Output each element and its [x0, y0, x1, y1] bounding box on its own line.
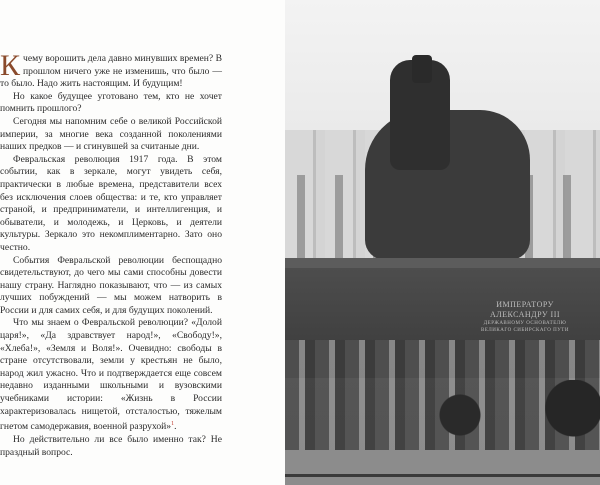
paragraph-1: К чему ворошить дела давно минувших времен? В прошлом ничего уже не изменишь, что было — то было. Надо жить настоящим. И будущим!: [0, 49, 222, 90]
paragraph-6: Что мы знаем о Февральской революции? «Долой царя!», «Да здравствует народ!», «Свободу!», «Хлеба!», «Земля и Воля!». Очевидно: свободы в стране отсутствовали, земли у крестьян не было, народ жил ужасно. Что и подтверждается еще совсем недавно изданными школьными и вузовскими учебниками истории: «Жизнь в России характеризовалась нищетой, отсталостью, тяжелым гнетом самодержавия, военной разрухой»$^1$.: [0, 317, 222, 433]
monument-photo: [285, 0, 600, 485]
statue-head: [412, 55, 432, 83]
ground: [285, 450, 600, 485]
paragraph-2: Но какое будущее уготовано тем, кто не хочет помнить прошлого?: [0, 90, 222, 115]
wreaths: [425, 380, 600, 450]
paragraph-5: События Февральской революции беспощадно свидетельствуют, до чего мы сами способны довести нашу страну. Наглядно показывают, что — из самых лучших побуждений — мы можем натворить в России и для самих себя, и для будущих поколений.: [0, 254, 222, 316]
drop-cap: К: [0, 49, 21, 82]
text-page: [0, 0, 285, 485]
paragraph-4: Февральская революция 1917 года. В этом событии, как в зеркале, могут увидеть себя, практически в любые времена, представители всех без исключения слоев общества: и те, кто управляет страной, и предприниматели, и интеллигенция, и обыватели, и молодежь, и Церковь, и деятели культуры. Зеркало это некомплиментарно. Зато оно честно.: [0, 153, 222, 253]
pedestal-inscription: ИМПЕРАТОРУ АЛЕКСАНДРУ III ДЕРЖАВНОМУ ОСНОВАТЕЛЮ ВЕЛИКАГО СИБИРСКАГО ПУТИ: [481, 300, 569, 333]
fence: [285, 474, 600, 477]
paragraph-7: Но действительно ли все было именно так? Не праздный вопрос.: [0, 434, 222, 458]
paragraph-3: Сегодня мы напомним себе о великой Российской империи, за многие века созданной поколениями наших предков — и сгинувшей за считаные дни.: [0, 115, 222, 153]
body-text: [0, 49, 222, 459]
footnote-marker[interactable]: 1: [171, 421, 175, 428]
